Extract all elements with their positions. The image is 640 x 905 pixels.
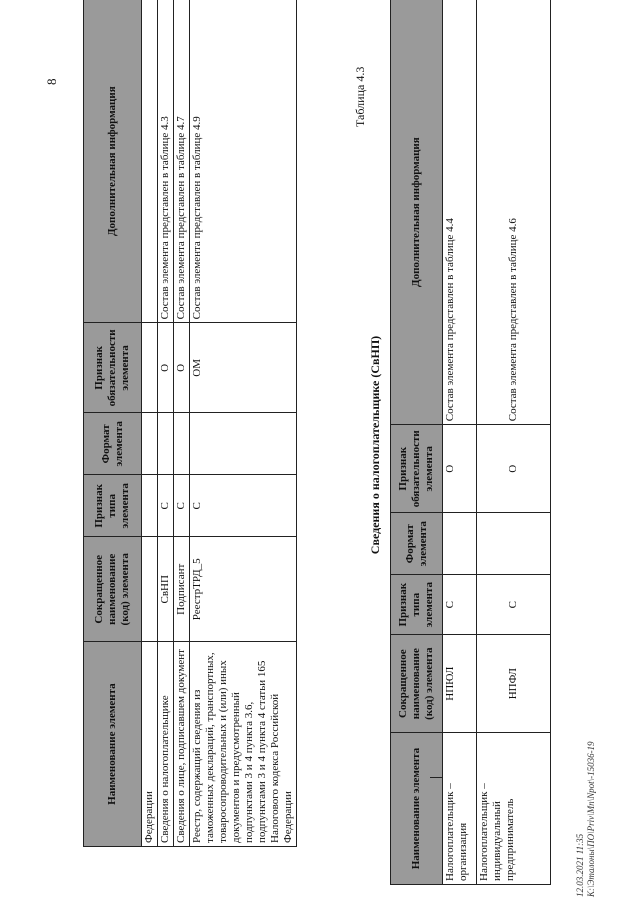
table-row (174, 0, 190, 847)
cell-format (174, 413, 190, 475)
table-row (158, 0, 174, 847)
header-code: Сокращенное наименование (код) элемента (391, 635, 443, 733)
cell-code: НПФЛ (477, 635, 551, 733)
cell-format (443, 513, 477, 575)
cell-code: НПЮЛ (443, 635, 477, 733)
cell-required: О (158, 323, 174, 413)
cell-info: Состав элемента представлен в таблице 4.6 (477, 0, 551, 425)
cell-type: С (158, 475, 174, 537)
cell-name: Реестр, содержащий сведения из таможенных деклараций, транспортных, товаросопроводительных и (или) иных документов и предусмотренный подпунктами 3 и 4 пункта 3.6, подпунктами 3 и 4 пункта 4 статьи 165 Налогового кодекса Российской Федерации (190, 642, 297, 847)
header-info: Дополнительная информация (84, 0, 142, 323)
header-format: Формат элемента (84, 413, 142, 475)
table-row (142, 0, 158, 847)
cell-name: Налогоплательщик – организация (443, 733, 477, 885)
cell-required: О (443, 425, 477, 513)
table-header-row (391, 0, 443, 885)
cell-name: Налогоплательщик – индивидуальный предприниматель (477, 733, 551, 885)
file-footer (575, 741, 597, 897)
table-title: Сведения о налогоплательщике (СвНП) (368, 335, 382, 555)
cell-type (142, 475, 158, 537)
cell-format (142, 413, 158, 475)
header-type: Признак типа элемента (84, 475, 142, 537)
cell-info: Состав элемента представлен в таблице 4.3 (158, 0, 174, 323)
cell-type: С (190, 475, 297, 537)
cell-format (190, 413, 297, 475)
header-name: Наименование элемента (391, 733, 443, 885)
cell-required: О (174, 323, 190, 413)
table-row (190, 0, 297, 847)
header-name: Наименование элемента (84, 642, 142, 847)
taxpayer-table (390, 0, 551, 885)
cell-info: Состав элемента представлен в таблице 4.9 (190, 0, 297, 323)
header-code: Сокращенное наименование (код) элемента (84, 537, 142, 642)
cell-name: Сведения о лице, подписавшем документ (174, 642, 190, 847)
header-info: Дополнительная информация (391, 0, 443, 425)
header-format: Формат элемента (391, 513, 443, 575)
cell-required: О (477, 425, 551, 513)
cell-code: СвНП (158, 537, 174, 642)
page-number: 8 (44, 78, 59, 85)
footer-date: 12.03.2021 11:35 (575, 833, 585, 897)
cell-type: С (443, 575, 477, 635)
table-label: Таблица 4.3 (353, 66, 367, 127)
cell-type: С (477, 575, 551, 635)
cell-type: С (174, 475, 190, 537)
cell-info: Состав элемента представлен в таблице 4.7 (174, 0, 190, 323)
header-type: Признак типа элемента (391, 575, 443, 635)
cell-info: Состав элемента представлен в таблице 4.4 (443, 0, 477, 425)
footer-path: К:\Эталоны\ПО\Priv\Mn\Npot\-15036-19 (586, 741, 596, 897)
cell-required: ОМ (190, 323, 297, 413)
header-required: Признак обязательности элемента (391, 425, 443, 513)
table-row (443, 0, 477, 885)
cell-code: РеестрТРД_5 (190, 537, 297, 642)
elements-table-continued (83, 0, 297, 847)
cell-name: Федерации (142, 642, 158, 847)
cell-required (142, 323, 158, 413)
cell-info (142, 0, 158, 323)
table-row (477, 0, 551, 885)
cursor-mark (430, 777, 443, 778)
cell-code: Подписант (174, 537, 190, 642)
cell-format (158, 413, 174, 475)
table-header-row (84, 0, 142, 847)
cell-format (477, 513, 551, 575)
cell-name: Сведения о налогоплательщике (158, 642, 174, 847)
header-required: Признак обязательности элемента (84, 323, 142, 413)
cell-code (142, 537, 158, 642)
